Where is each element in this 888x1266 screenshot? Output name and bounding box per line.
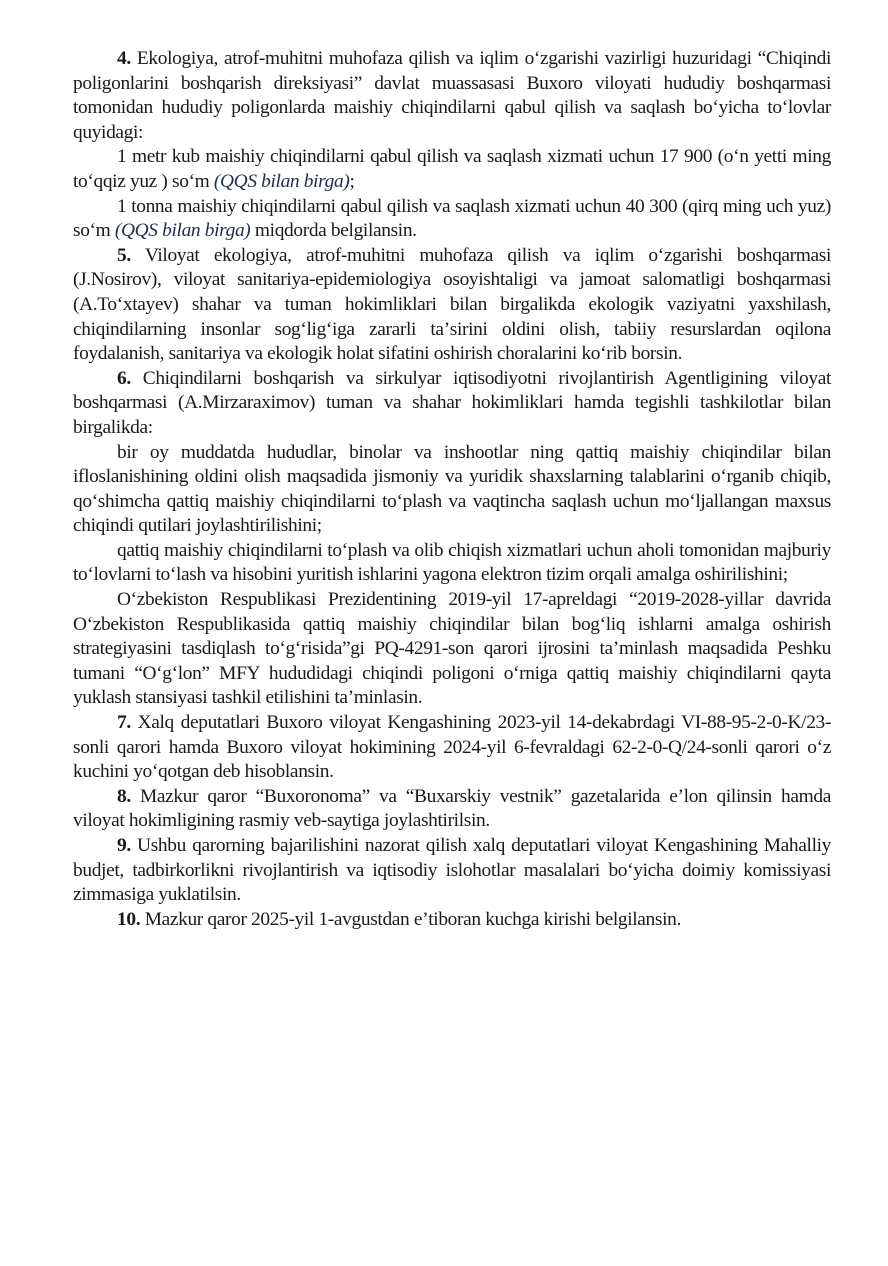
paragraph-item-5 [73,244,831,367]
paragraph-fee-tonne [73,195,831,244]
paragraph-text: Ushbu qarorning bajarilishini nazorat qilish xalq deputatlari viloyat Kengashining Mahalliy budjet, tadbirkorlikni rivojlantirish va iqtisodiy islohotlar masalalari boʻyicha doimiy komissiyasi zimmasiga yuklatilsin. [73,835,831,906]
paragraph-item-8 [73,785,831,834]
paragraph-item-9 [73,834,831,908]
item-number: 9. [117,835,131,856]
paragraph-text-end: ; [349,170,355,192]
paragraph-item-4 [73,47,831,145]
item-number: 8. [117,785,131,807]
paragraph-text: 1 metr kub maishiy chiqindilarni qabul qilish va saqlash xizmati uchun 17 900 (oʻn yetti ming toʻqqiz yuz ) soʻm [73,146,831,192]
item-number: 4. [117,48,131,69]
item-number: 5. [117,244,131,266]
document-page [73,47,831,932]
paragraph-text: Ekologiya, atrof-muhitni muhofaza qilish va iqlim oʻzgarishi vazirligi huzuridagi “Chiqindi poligonlarini boshqarish direksiyasi” davlat muassasasi Buxoro viloyati hududiy boshqarmasi tomonidan hududiy poligonlarda maishiy chiqindilarni qabul qilish va saqlash boʻyicha toʻlovlar quyidagi: [73,48,831,143]
paragraph-text-end: miqdorda belgilansin. [250,220,417,242]
paragraph-item-10 [73,908,831,933]
paragraph-text: 1 tonna maishiy chiqindilarni qabul qilish va saqlash xizmati uchun 40 300 (qirq ming uch yuz) soʻm [73,195,831,242]
paragraph-fee-cubic-meter [73,145,831,194]
paragraph-text: Mazkur qaror 2025-yil 1-avgustdan eʼtiboran kuchga kirishi belgilansin. [140,908,681,930]
paragraph-subitem-containers [73,441,831,539]
paragraph-text: Viloyat ekologiya, atrof-muhitni muhofaza qilish va iqlim oʻzgarishi boshqarmasi (J.Nosirov), viloyat sanitariya-epidemiologiya osoyishtaligi va jamoat salomatligi boshqarmasi (A.Toʻxtayev) shahar va tuman hokimliklari bilan birgalikda ekologik vaziyatni yaxshilash, chiqindilarning insonlar sogʻligʻiga zararli taʼsirini oldini olish, tabiiy resurslardan oqilona foydalanish, sanitariya va ekologik holat sifatini oshirish choralarini koʻrib borsin. [73,244,831,365]
paragraph-subitem-payments [73,539,831,588]
paragraph-text: Oʻzbekiston Respublikasi Prezidentining 2019-yil 17-apreldagi “2019-2028-yillar davrida Oʻzbekiston Respublikasida qattiq maishiy chiqindilar bilan bogʻliq ishlarni amalga oshirish strategiyasini tasdiqlash toʻgʻrisida”gi PQ-4291-son qarori ijrosini taʼminlash maqsadida Peshku tumani “Oʻgʻlon” MFY hududidagi chiqindi poligoni oʻrniga qattiq maishiy chiqindilarni qayta yuklash stansiyasi tashkil etilishini taʼminlasin. [73,589,831,709]
item-number: 7. [117,712,131,734]
paragraph-text: Mazkur qaror “Buxoronoma” va “Buxarskiy vestnik” gazetalarida eʼlon qilinsin hamda viloyat hokimligining rasmiy veb-saytiga joylashtirilsin. [73,785,831,832]
paragraph-text: bir oy muddatda hududlar, binolar va inshootlar ning qattiq maishiy chiqindilar bilan ifloslanishining oldini olish maqsadida jismoniy va yuridik shaxslarning talablarini oʻrganib chiqib, qoʻshimcha qattiq maishiy chiqindilarni toʻplash va vaqtincha saqlash uchun moʻljallangan maxsus chiqindi qutilari joylashtirilishini; [73,441,831,537]
vat-note: (QQS bilan birga) [213,170,350,192]
paragraph-text: Chiqindilarni boshqarish va sirkulyar iqtisodiyotni rivojlantirish Agentligining viloyat boshqarmasi (A.Mirzaraximov) tuman va shahar hokimliklari hamda tegishli tashkilotlar bilan birgalikda: [73,367,831,438]
item-number: 10. [117,908,141,930]
paragraph-text: qattiq maishiy chiqindilarni toʻplash va olib chiqish xizmatlari uchun aholi tomonidan majburiy toʻlovlarni toʻlash va hisobini yuritish ishlarini yagona elektron tizim orqali amalga oshirilishini; [73,539,831,586]
paragraph-item-7 [73,711,831,785]
paragraph-item-6 [73,367,831,441]
paragraph-subitem-station [73,588,831,711]
paragraph-text: Xalq deputatlari Buxoro viloyat Kengashining 2023-yil 14-dekabrdagi VI-88-95-2-0-K/23-sonli qarori hamda Buxoro viloyat hokimining 2024-yil 6-fevraldagi 62-2-0-Q/24-sonli qarori oʻz kuchini yoʻqotgan deb hisoblansin. [73,712,831,783]
item-number: 6. [117,367,131,389]
vat-note: (QQS bilan birga) [114,220,251,242]
